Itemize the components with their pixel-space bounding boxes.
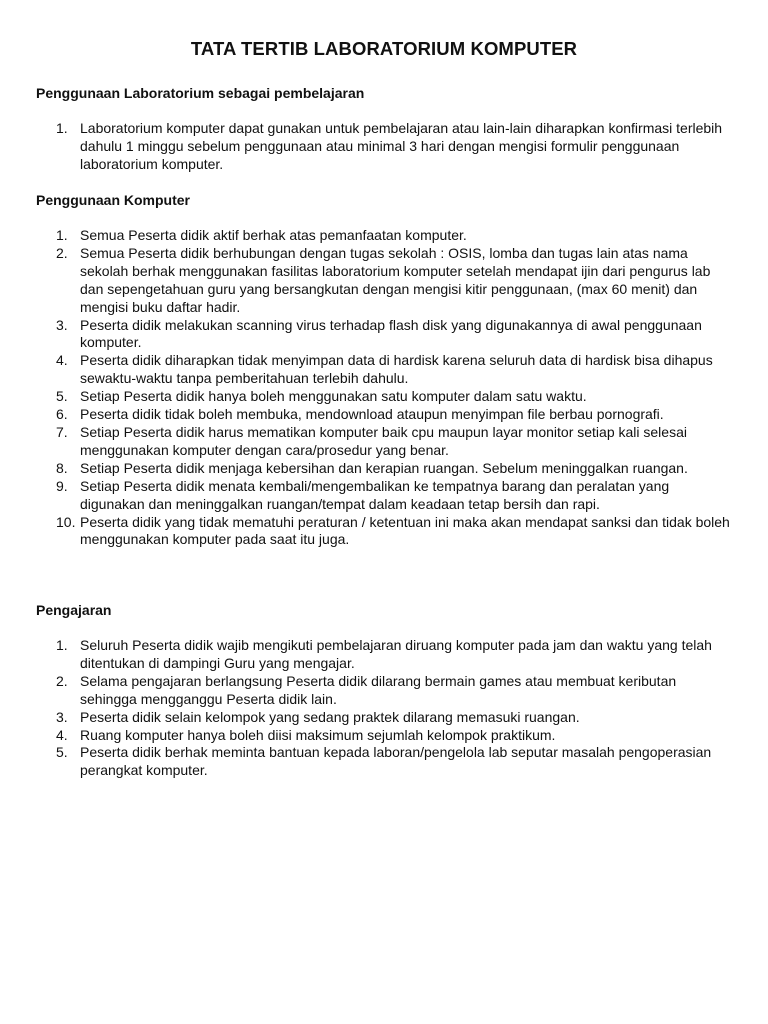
item-number: 5. <box>56 744 68 761</box>
list-item <box>36 406 736 424</box>
list-item <box>36 317 736 353</box>
item-text: Setiap Peserta didik menjaga kebersihan dan kerapian ruangan. Sebelum meninggalkan ruangan. <box>80 459 688 476</box>
rule-list <box>36 120 736 174</box>
item-text: Ruang komputer hanya boleh diisi maksimum sejumlah kelompok praktikum. <box>80 726 556 743</box>
list-item <box>36 709 736 727</box>
item-text: Selama pengajaran berlangsung Peserta didik dilarang bermain games atau membuat keributan sehingga mengganggu Peserta didik lain. <box>80 672 677 707</box>
item-number: 7. <box>56 423 68 440</box>
list-item <box>36 744 736 780</box>
item-number: 4. <box>56 352 68 369</box>
item-text: Peserta didik tidak boleh membuka, mendownload ataupun menyimpan file berbau pornografi. <box>80 406 664 423</box>
item-number: 1. <box>56 227 68 243</box>
item-number: 5. <box>56 388 68 405</box>
list-item <box>36 460 736 478</box>
list-item <box>36 388 736 406</box>
item-text: Setiap Peserta didik hanya boleh menggunakan satu komputer dalam satu waktu. <box>80 388 587 405</box>
item-number: 10. <box>56 513 76 530</box>
list-item <box>36 120 736 174</box>
page-title: TATA TERTIB LABORATORIUM KOMPUTER <box>190 38 578 59</box>
rule-list <box>36 227 736 549</box>
item-text: Semua Peserta didik berhubungan dengan tugas sekolah : OSIS, lomba dan tugas lain atas nama sekolah berhak menggunakan fasilitas laboratorium komputer setelah mendapat ijin dari pengurus lab dan sepengetahuan guru yang bersangkutan dengan mengisi kitir penggunaan, (max 60 menit) dan mengisi buku daftar hadir. <box>80 244 711 315</box>
list-item <box>36 727 736 745</box>
item-number: 2. <box>56 672 68 689</box>
item-number: 1. <box>56 120 68 136</box>
section-computer-usage <box>36 191 736 549</box>
section-heading: Penggunaan Komputer <box>36 192 191 208</box>
item-number: 3. <box>56 316 68 333</box>
list-item <box>36 352 736 388</box>
item-text: Seluruh Peserta didik wajib mengikuti pembelajaran diruang komputer pada jam dan waktu yang telah ditentukan di dampingi Guru yang mengajar. <box>80 637 712 671</box>
list-item <box>36 637 736 673</box>
section-lab-usage <box>36 84 736 174</box>
item-number: 8. <box>56 459 68 476</box>
list-item <box>36 245 736 317</box>
item-number: 6. <box>56 406 68 423</box>
list-item <box>36 227 736 245</box>
item-text: Peserta didik melakukan scanning virus terhadap flash disk yang digunakannya di awal penggunaan komputer. <box>80 316 702 351</box>
item-number: 3. <box>56 708 68 725</box>
item-number: 9. <box>56 477 68 494</box>
item-text: Peserta didik berhak meminta bantuan kepada laboran/pengelola lab seputar masalah pengoperasian perangkat komputer. <box>80 744 712 779</box>
list-item <box>36 514 736 550</box>
list-item <box>36 424 736 460</box>
item-number: 1. <box>56 637 68 653</box>
item-text: Laboratorium komputer dapat gunakan untuk pembelajaran atau lain-lain diharapkan konfirmasi terlebih dahulu 1 minggu sebelum penggunaan atau minimal 3 hari dengan mengisi formulir penggunaan laboratorium komputer. <box>80 120 723 172</box>
list-item <box>36 478 736 514</box>
item-text: Semua Peserta didik aktif berhak atas pemanfaatan komputer. <box>80 227 467 243</box>
item-number: 2. <box>56 244 68 261</box>
section-teaching <box>36 601 736 780</box>
item-text: Setiap Peserta didik harus mematikan komputer baik cpu maupun layar monitor setiap kali selesai menggunakan komputer dengan cara/prosedur yang benar. <box>80 423 687 458</box>
item-number: 4. <box>56 726 68 743</box>
list-item <box>36 673 736 709</box>
section-heading: Penggunaan Laboratorium sebagai pembelajaran <box>36 85 365 101</box>
rule-list <box>36 637 736 780</box>
item-text: Peserta didik yang tidak mematuhi peraturan / ketentuan ini maka akan mendapat sanksi dan tidak boleh menggunakan komputer pada saat itu juga. <box>80 513 730 548</box>
item-text: Peserta didik diharapkan tidak menyimpan data di hardisk karena seluruh data di hardisk bisa dihapus sewaktu-waktu tanpa pemberitahuan terlebih dahulu. <box>80 352 713 387</box>
section-heading: Pengajaran <box>36 602 112 618</box>
item-text: Setiap Peserta didik menata kembali/mengembalikan ke tempatnya barang dan peralatan yang digunakan dan meninggalkan ruangan/tempat dalam keadaan tetap bersih dan rapi. <box>80 477 670 512</box>
item-text: Peserta didik selain kelompok yang sedang praktek dilarang memasuki ruangan. <box>80 708 580 725</box>
